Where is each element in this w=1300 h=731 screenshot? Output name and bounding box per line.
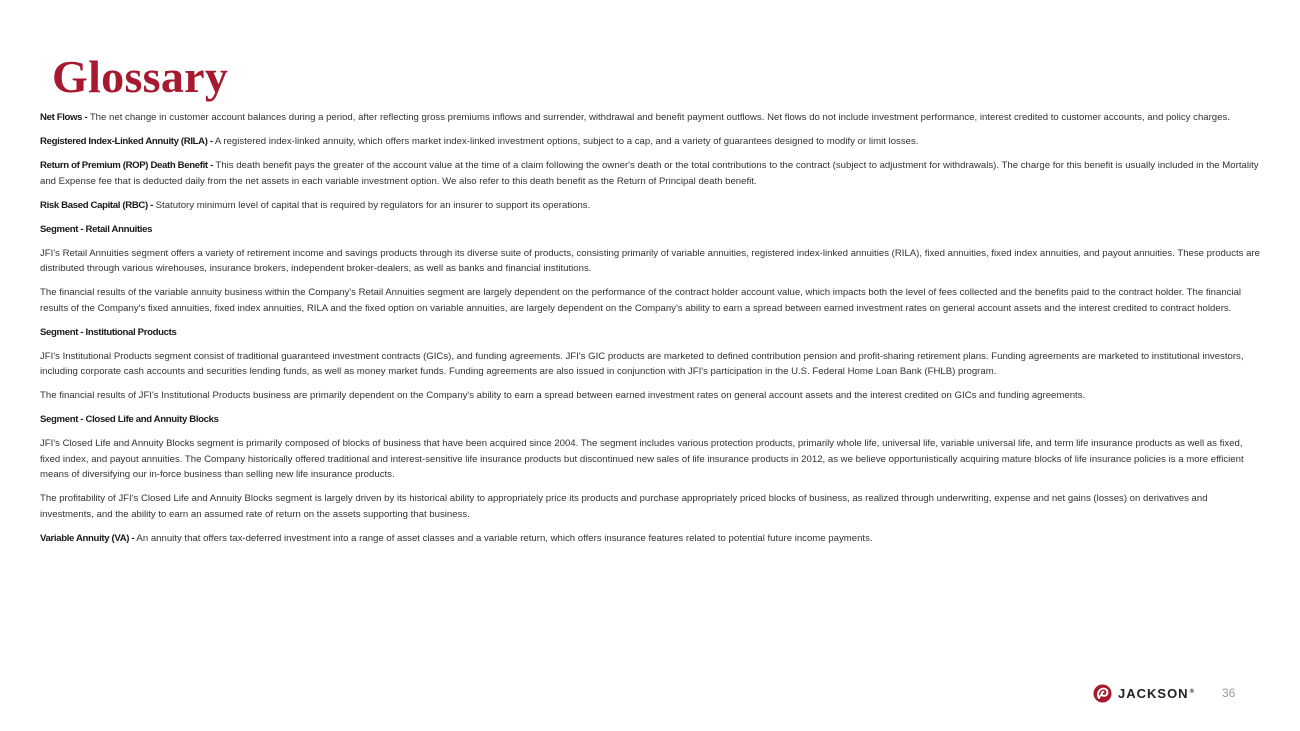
glossary-term: Risk Based Capital (RBC) - [40, 199, 153, 211]
glossary-definition: The net change in customer account balances during a period, after reflecting gross premiums inflows and surrender, withdrawal and benefit payment outflows. Net flows do not include investment performance, interest credited to customer accounts, and policy charges. [87, 112, 1230, 123]
glossary-definition: A registered index-linked annuity, which offers market index-linked investment options, subject to a cap, and a variety of guarantees designed to modify or limit losses. [212, 136, 919, 147]
page-number: 36 [1222, 686, 1236, 700]
glossary-content [40, 110, 1262, 555]
glossary-term: Net Flows - [40, 112, 88, 123]
logo-wordmark: JACKSON® [1118, 686, 1195, 701]
glossary-term: Return of Premium (ROP) Death Benefit - [40, 160, 213, 171]
glossary-entry-rop [40, 158, 1262, 189]
glossary-entry-rbc [40, 198, 1262, 214]
glossary-definition: An annuity that offers tax-deferred investment into a range of asset classes and a variable return, which offers insurance features related to potential future income payments. [134, 532, 873, 544]
glossary-entry-net-flows [40, 110, 1262, 126]
retail-paragraph-1: JFI's Retail Annuities segment offers a variety of retirement income and savings products through its diverse suite of products, consisting primarily of variable annuities, registered index-linked annuities (RILA), fixed annuities, fixed index annuities, and payout annuities. These products are distributed through various wirehouses, insurance brokers, independent broker-dealers, as well as banks and financial institutions. [40, 247, 1260, 274]
glossary-term: Registered Index-Linked Annuity (RILA) - [40, 136, 213, 147]
section-heading-closed-blocks: Segment - Closed Life and Annuity Blocks [40, 414, 219, 425]
jackson-logo-icon [1093, 684, 1112, 703]
glossary-entry-va [40, 531, 1262, 547]
glossary-entry-rila [40, 134, 1262, 150]
closed-blocks-paragraph-2: The profitability of JFI's Closed Life and Annuity Blocks segment is largely driven by its historical ability to appropriately price its products and purchase appropriately priced blocks of business, as realized through underwriting, expense and net gains (losses) on derivatives and investments, and the ability to earn an assumed rate of return on the assets supporting that business. [40, 493, 1208, 520]
section-heading-retail: Segment - Retail Annuities [40, 223, 153, 235]
jackson-logo [1093, 684, 1195, 703]
section-heading-institutional: Segment - Institutional Products [40, 326, 177, 338]
institutional-paragraph-1: JFI's Institutional Products segment consist of traditional guaranteed investment contracts (GICs), and funding agreements. JFI's GIC products are marketed to defined contribution pension and profit-sharing retirement plans. Funding agreements are marketed to institutional investors, including corporate cash accounts and securities lending funds, as well as money market funds. Funding agreements are also issued in conjunction with JFI's participation in the U.S. Federal Home Loan Bank (FHLB) program. [40, 350, 1244, 377]
glossary-definition: Statutory minimum level of capital that is required by regulators for an insurer to support its operations. [152, 199, 591, 211]
glossary-definition: This death benefit pays the greater of the account value at the time of a claim following the owner's death or the total contributions to the contract (subject to adjustment for withdrawals). The charge for this benefit is usually included in the Mortality and Expense fee that is deducted daily from the net assets in each variable investment option. We also refer to this death benefit as the Return of Principal death benefit. [40, 160, 1259, 187]
glossary-term: Variable Annuity (VA) - [40, 532, 135, 544]
closed-blocks-paragraph-1: JFI's Closed Life and Annuity Blocks segment is primarily composed of blocks of business that have been acquired since 2004. The segment includes various protection products, primarily whole life, universal life, variable universal life, and term life insurance products as well as fixed, fixed index, and payout annuities. The Company historically offered traditional and interest-sensitive life insurance products but discontinued new sales of life insurance products in 2012, as we believe opportunistically acquiring mature blocks of life insurance policies is a more efficient means of diversifying our in-force business than selling new life insurance products. [40, 438, 1244, 480]
retail-paragraph-2: The financial results of the variable annuity business within the Company's Retail Annuities segment are largely dependent on the performance of the contract holder account value, which impacts both the level of fees collected and the benefits paid to the contract holder. The financial results of the Company's fixed annuities, fixed index annuities, RILA and the fixed option on variable annuities, are largely dependent on the Company's ability to earn a spread between earned investment rates on general account assets and the interest credited to contract holders. [40, 287, 1242, 314]
page-title: Glossary [52, 51, 229, 102]
institutional-paragraph-2: The financial results of JFI's Institutional Products business are primarily dependent on the Company's ability to earn a spread between earned investment rates on general account assets and the interest credited on GICs and funding agreements. [40, 390, 1086, 401]
